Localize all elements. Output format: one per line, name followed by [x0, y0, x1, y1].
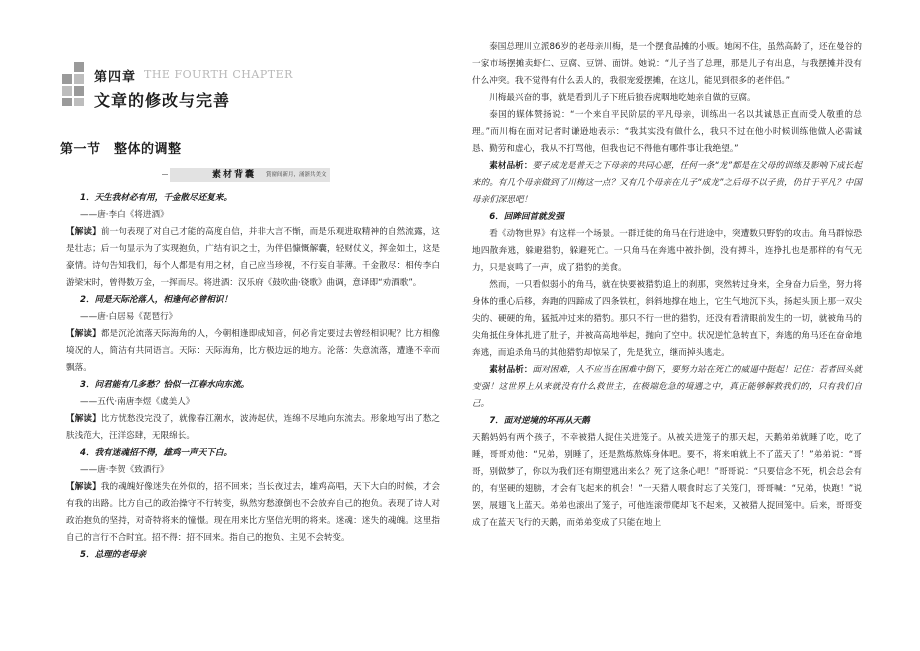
item-1-source: ——唐·李白《将进酒》: [80, 210, 169, 220]
item-7-title: 7．面对逆境的坏再从天鹅: [489, 416, 590, 426]
item-1-paragraph: [66, 224, 440, 292]
item-4-source: ——唐·李贺《致酒行》: [80, 465, 169, 475]
chapter-block-icon: [60, 62, 86, 106]
story-paragraph-6: 天鹅妈妈有两个孩子，不幸被猎人捉住关进笼子。从被关进笼子的那天起，天鹅弟弟就睡了吃，吃了睡，哥哥劝他：“兄弟，别睡了，还是熬炼熬炼身体吧。要不，将来咱就上不了蓝天了！”弟弟说：“哥哥，别做梦了，你以为我们还有期望逃出来么？死了这条心吧！”哥哥说：“只要信念不死，机会总会有的，有坚硬的翅膀，才会有飞起来的机会！”一天猎人喂食时忘了关笼门，哥哥喊：“兄弟，快跑！”说罢，展翅飞上蓝天。弟弟也滚出了笼子，可他连滚带爬却飞不起来，又被猎人捉回笼中。后来，哥哥变成了在蓝天飞行的天鹅，而弟弟变成了只能在地上: [472, 433, 862, 528]
analysis-label-2: 素材品析：: [489, 365, 533, 375]
story-paragraph-1: 泰国总理川立派86岁的老母亲川梅，是一个摆食品摊的小贩。她闲不住，虽然高龄了，还在曼谷的一家市场摆摊卖虾仁、豆腐、豆饼、面饼。她说：“儿子当了总理，那是儿子有出息，与我摆摊并没有什么冲突。我不觉得有什么丢人的，我很宠爱摆摊，在这儿，能见到很多的老伴侣。”: [472, 42, 862, 86]
item-2-paragraph: [66, 326, 440, 377]
story-paragraph-2: 川梅最兴奋的事，就是看到儿子下班后狼吞虎咽地吃她亲自做的豆腐。: [489, 93, 756, 103]
item-2-text: 都是沉沦流落天际海角的人，今朝相逢即成知音，何必肯定要过去曾经相识呢？比方相像境况的人，简洁有共同语言。天际：天际海角，比方极边远的地方。沦落：失意流落，遭逢不幸而飘落。: [66, 329, 440, 373]
item-3-title: 3．问君能有几多愁？恰似一江春水向东流。: [80, 380, 250, 390]
analysis-paragraph-1: [472, 158, 862, 209]
chapter-header: [60, 58, 440, 118]
item-4-text: 我的魂魄好像迷失在外似的，招不回来；当长夜过去，雄鸡高唱，天下大白的时候，才会有我的出路。比方自己的政治操守不行转变，纵然穷愁潦倒也不会放弃自己的抱负。表现了诗人对政治抱负的坚持，对奇特将来的憧憬。现在用来比方坚信光明的将来。迷魂：迷失的魂魄。这里指自己的言行不合时宜。招不得：招不回来。指自己的抱负、主见不会转变。: [66, 482, 440, 543]
section-title: 第一节 整体的调整: [60, 142, 182, 157]
material-banner: [170, 168, 330, 182]
story-paragraph-4: 看《动物世界》有这样一个场景。一群迁徙的角马在行进途中，突遭数只野豹的攻击。角马群惊恐地四散奔逃，躲避猎豹，躲避死亡。一只角马在奔逃中被扑倒，没有搏斗，连挣扎也是那样的有气无力，只是哀鸣了一声，成了猎豹的美食。: [472, 229, 862, 273]
banner-subtitle: 賞窗间新月，涌浙共美文: [266, 172, 327, 178]
item-4-paragraph: [66, 479, 440, 547]
item-4-title: 4．我有迷魂招不得，雄鸡一声天下白。: [80, 448, 233, 458]
item-2-source: ——唐·白居易《琵琶行》: [80, 312, 178, 322]
chapter-number: 第四章: [94, 70, 137, 85]
item-5-title: 5．总理的老母亲: [80, 550, 147, 560]
banner-title: 素材背囊: [212, 170, 257, 180]
analysis-text-2: 面对困难，人不应当在困难中倒下，要努力站在死亡的威逼中挺起！记住：若者回头就变强！这世界上从来就没有什么救世主，在极端危急的境遇之中，真正能够解救我们的，只有我们自己。: [472, 365, 862, 409]
chapter-title: 文章的修改与完善: [94, 91, 231, 110]
item-4-label: 【解读】: [66, 482, 101, 492]
item-1-text: 前一句表现了对自己才能的高度自信，并非大言不惭，而是乐观进取精神的自然流露，这是壮志；后一句显示为了实现抱负，广结有识之士，为伴侣慷慨解囊，轻财仗义，挥金如土，这是豪情。诗句告知我们，每个人都是有用之材，自己应当珍视，不行妄自菲薄。千金散尽：相传李白游梁宋时，曾得数万金，一挥而尽。将进酒：汉乐府《鼓吹曲·铙歌》曲调，意译即“劝酒歌”。: [66, 227, 440, 288]
analysis-paragraph-2: [472, 362, 862, 413]
item-6-title: 6．回眸回首就发强: [489, 212, 564, 222]
chapter-english: THE FOURTH CHAPTER: [144, 68, 293, 81]
banner-rule: [162, 174, 168, 175]
analysis-text-1: 要子成龙是普天之下母亲的共同心愿，任何一条“龙”都是在父母的训练及影响下成长起来的。有几个母亲做到了川梅这一点？又有几个母亲在儿子“成龙”之后母不以子贵，仍甘于平凡？中国母亲们深思吧！: [472, 161, 862, 205]
right-column-text: [472, 39, 862, 532]
item-2-label: 【解读】: [66, 329, 101, 339]
item-1-title: 1．天生我材必有用，千金散尽还复来。: [80, 193, 233, 203]
analysis-label-1: 素材品析：: [489, 161, 533, 171]
story-paragraph-3: 泰国的媒体赞扬说：“一个来自平民阶层的平凡母亲，训练出一名以其诚恳正直而受人敬重的总理。”而川梅在面对记者时谦逊地表示：“我其实没有做什么，我只不过在他小时候训练他做人必需诚恳、勤劳和虚心，我从不打骂他，但我也记不得他有哪件事让我绝望。”: [472, 110, 862, 154]
item-2-title: 2．同是天际沦落人，相逢何必曾相识！: [80, 295, 233, 305]
left-column-text: [66, 190, 440, 564]
item-3-paragraph: [66, 411, 440, 445]
item-1-label: 【解读】: [66, 227, 101, 237]
story-paragraph-5: 然而，一只看似弱小的角马，就在快要被猎豹追上的刹那，突然转过身来，全身奋力后坐，努力将身体的重心后移，奔跑的四蹄成了四条铁杠，斜斜地撑在地上，它生气地沉下头，扬起头顶上那一双尖尖的、硬硬的角，猛抵冲过来的猎豹。那只不行一世的猎豹，还没有看清眼前发生的一切，就被角马的尖角抵住身体扎进了肚子，并被高高地举起，抛向了空中。状况逆忙急转直下，奔逃的角马还在奋命地奔逃，而追杀角马的其他猎豹却惊呆了，先是犹立，继而掉头逃走。: [472, 280, 862, 358]
item-3-source: ——五代·南唐李煜《虞美人》: [80, 397, 195, 407]
item-3-text: 比方忧愁没完没了，就像春江潮水，波涛起伏，连绵不尽地向东流去。形象地写出了愁之肤浅范大，汪洋恣肆，无限绵长。: [66, 414, 440, 441]
item-3-label: 【解读】: [66, 414, 101, 424]
